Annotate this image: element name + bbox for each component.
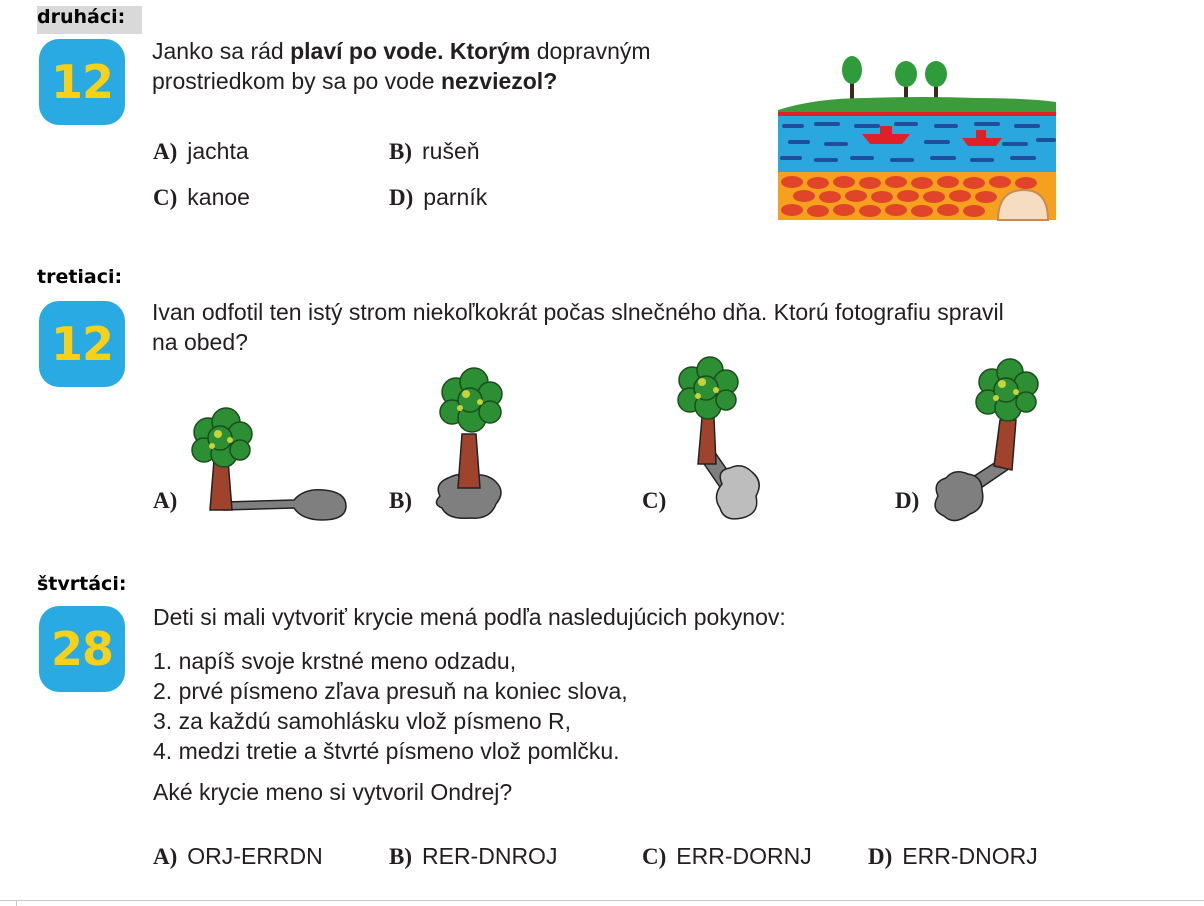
tree-shadow-b[interactable] xyxy=(430,368,510,528)
answer-option-a[interactable]: A) ORJ-ERRDN xyxy=(153,843,323,869)
instruction-step: 2. prvé písmeno zľava presuň na koniec slova, xyxy=(153,678,628,704)
question-intro: Deti si mali vytvoriť krycie mená podľa nasledujúcich pokynov: xyxy=(153,604,786,630)
instruction-step: 4. medzi tretie a štvrté písmeno vlož pomlčku. xyxy=(153,738,620,764)
question-number-badge: 12 xyxy=(39,39,125,125)
answer-option-c[interactable]: C) ERR-DORNJ xyxy=(642,843,812,869)
question-number-badge: 12 xyxy=(39,301,125,387)
question-text: Janko sa rád plaví po vode. Ktorým dopravným prostriedkom by sa po vode nezviezol? xyxy=(152,38,651,94)
answer-option-d[interactable]: D) ERR-DNORJ xyxy=(868,843,1038,869)
answer-option-b[interactable]: B) rušeň xyxy=(389,138,480,164)
tree-shadow-d[interactable] xyxy=(930,358,1042,530)
instruction-step: 3. za každú samohlásku vlož písmeno R, xyxy=(153,708,572,734)
answer-option-d[interactable]: D) xyxy=(895,488,920,513)
grade-label-tretiaci: tretiaci: xyxy=(37,266,123,288)
grade-label-druhaci: druháci: xyxy=(37,6,142,34)
question-text: Ivan odfotil ten istý strom niekoľkokrát počas slnečného dňa. Ktorú fotografiu spravil na obed? xyxy=(152,299,1004,355)
page-divider xyxy=(0,900,1204,901)
grade-label-stvrtaci: štvrtáci: xyxy=(37,573,127,595)
answer-option-b[interactable]: B) xyxy=(389,488,412,513)
answer-option-d[interactable]: D) parník xyxy=(389,184,488,210)
instruction-step: 1. napíš svoje krstné meno odzadu, xyxy=(153,648,517,674)
answer-option-b[interactable]: B) RER-DNROJ xyxy=(389,843,558,869)
question-ask: Aké krycie meno si vytvoril Ondrej? xyxy=(153,779,513,805)
page-divider-tick xyxy=(16,900,17,906)
tree-shadow-a[interactable] xyxy=(184,404,350,522)
river-illustration xyxy=(776,52,1058,222)
answer-option-a[interactable]: A) xyxy=(153,488,178,513)
answer-option-a[interactable]: A) jachta xyxy=(153,138,249,164)
tree-shadow-c[interactable] xyxy=(672,358,764,528)
answer-option-c[interactable]: C) xyxy=(642,488,667,513)
answer-option-c[interactable]: C) kanoe xyxy=(153,184,250,210)
question-number-badge: 28 xyxy=(39,606,125,692)
